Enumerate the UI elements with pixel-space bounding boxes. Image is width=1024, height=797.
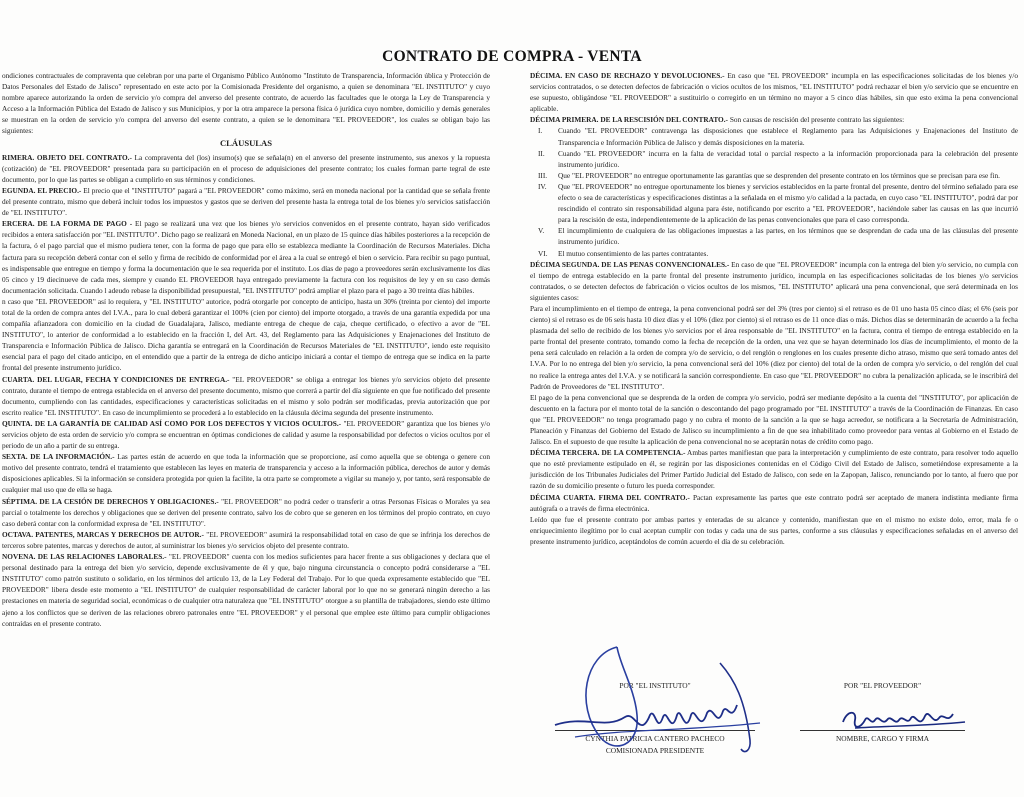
clause-heading: SÉPTIMA. DE LA CESIÓN DE DERECHOS Y OBLIGACIONES.- (2, 496, 219, 506)
rescision-item (530, 181, 1018, 225)
item-number: III. (538, 170, 548, 180)
item-number: II. (538, 148, 545, 158)
clause-decima (530, 70, 1018, 114)
item-text: Que "EL PROVEEDOR" no entregue oportunamente las garantías que se desprenden del presente contrato en los términos que se precisan para ese fin. (558, 170, 1000, 180)
clause-octava (2, 529, 490, 551)
clause-novena (2, 551, 490, 629)
clause-heading: NOVENA. DE LAS RELACIONES LABORALES.- (2, 552, 167, 562)
clause-anticipo (2, 296, 490, 374)
item-number: IV. (538, 181, 547, 191)
clause-heading: EGUNDA. EL PRECIO.- (2, 185, 82, 195)
handwritten-signature-proveedor (835, 700, 975, 740)
clausulas-heading: CLÁUSULAS (219, 137, 273, 148)
rescision-item (530, 125, 1018, 147)
clause-heading: CUARTA. DEL LUGAR, FECHA Y CONDICIONES DE ENTREGA.- (2, 374, 230, 384)
clause-decima-cuarta (530, 492, 1018, 514)
instituto-label: POR "EL INSTITUTO" (619, 681, 691, 690)
item-number: VI. (538, 248, 548, 258)
left-column (2, 70, 490, 629)
clause-quinta (2, 418, 490, 451)
item-text: Cuando "EL PROVEEDOR" contravenga las disposiciones que establece el Reglamento para las Adquisiciones y Enajenaciones del Instituto de Transparencia e Información Pública de Jalisco y demás disposiciones en la materia. (558, 126, 1018, 147)
clause-primera (2, 152, 490, 185)
pena-paragraph: Para el incumplimiento en el tiempo de entrega, la pena convencional podrá ser del 3% (tres por ciento) si el retraso es de 01 uno hasta 05 cinco días; el 6% (seis por ciento) si el retraso es de 06 seis hasta 10 diez días y el 10% (diez por ciento) si el retraso es de 11 once días o más. Dichos días se determinarán de acuerdo a la fecha plasmada del sello de recibido de los bienes y/o servicios por el área responsable de "EL INSTITUTO" en la factura, contra el tiempo de entrega establecido en la parte frontal del presente contrato, tomando como la fecha de recepción de la orden, una vez que se hayan determinado los días de incumplimiento, el monto de la pena será calculado en relación a la orden de compra y/o de servicio, o del renglón o renglones en los cuales presente dicho atraso, mismo que será tomado antes del I.V.A. Por lo no entrega del bien y/o servicio, la pena convencional será del 10% (diez por ciento) del total de la orden de compra y/o servicio, o del renglón del cual no realice la entrega antes del I.V.A. y se notificará la sanción correspondiente. En caso que "EL PROVEEDOR" no cubra la penalización aplicada, se le inscribirá del Padrón de Proveedores de "EL INSTITUTO". (530, 303, 1018, 391)
handwritten-signature-instituto (545, 645, 775, 760)
clause-heading: DÉCIMA SEGUNDA. DE LAS PENAS CONVENCIONALES.- (530, 259, 730, 269)
intro-paragraph: ondiciones contractuales de compraventa que celebran por una parte el Organismo Público Autónomo "Instituto de Transparencia, Información ública y Protección de Datos Personales del Estado de Jalisco" representado en este acto por la Comisionada Presidente del organismo, a quien se denominara "EL INSTITUTO" y cuyo nombre aparece autorizando la orden de servicio y/o compra del anverso del presente contrato, de acuerdo las facultades que le otorga la Ley de Transparencia y Acceso a la Información Pública del Estado de Jalisco y sus Municipios, y por la otra amparece la persona física ó jurídica cuyo nombre, domicilio y demás generales se muestran en la orden de servicio y/o compra del anverso del esente contrato, a quien se le denominara "EL PROVEEDOR", los cuales se obligan bajo las siguientes: (2, 71, 490, 136)
clause-septima (2, 496, 490, 529)
item-number: I. (538, 126, 543, 136)
clause-heading: DÉCIMA PRIMERA. DE LA RESCISIÓN DEL CONTRATO.- (530, 115, 728, 125)
item-text: Que "EL PROVEEDOR" no entregue oportunamente los bienes y servicios establecidos en la parte frontal del presente, dentro del término señalado para ese efecto o sea de características y especificaciones distintas a la señalada en el mismo y/o calidad a la pactada, en cuyo caso "EL INSTITUTO", podrá dar por rescindido el contrato sin responsabilidad alguna para éste, notificando por escrito a "EL PROVEEDOR", haciéndole saber las causas en las que incurrió para la rescisión de esta, independientemente de la aplicación de las penas convencionales que para el caso corresponda. (558, 181, 1018, 225)
rescision-item (530, 148, 1018, 170)
clause-text: El pago se realizará una vez que los bienes y/o servicios convenidos en el presente contrato, hayan sido verificados recibidos a entera satisfacción por "EL INSTITUTO". Dicho pago se realizará en Moneda Nacional, en un plazo de 15 quince días hábiles posteriores a la recepción de la factura, ó el pago parcial que el mismo pudiera tener, con la forma de pago que para ello se establezca mediante la Coordinación de Recursos Materiales. Dicha factura para su recepción deberá contar con el sello y firma de recibido de conformidad por el área a la cual se entregó el bien o servicio. Para recibir su pago puntual, es indispensable que entregue en tiempo y forma la documentación que le sea requerida por el instituto. Los días de pago a proveedores serán exclusivamente los días 05 cinco y 19 diecinueve de cada mes, siempre y cuando EL PROVEEDOR haya entregado previamente la factura con los requisitos de ley y en su caso demás documentación solicitada. Cuando l adeudo rebase la disponibilidad presupuestal, "EL INSTITUTO" podrá ampliar el plazo para el pago a 30 treinta días hábiles. (2, 219, 490, 295)
rescision-item (530, 225, 1018, 247)
right-column (530, 70, 1018, 547)
clause-text: Las partes están de acuerdo en que toda la información que se proporcione, así como aquella que se obtenga o genere con motivo del presente contrato, tendrá el tratamiento que establecen las leyes en materia de transparencia y acceso a la información pública, derechos de autor y demás disposiciones aplicables. Si la información se considera protegida por quien la facilite, la otra parte se compromete a vigilar su manejo y, por tanto, será responsable de cualquier mal uso que de ella se haga. (2, 452, 490, 495)
item-number: V. (538, 226, 545, 236)
clause-text: La compraventa del (los) insumo(s) que se señala(n) en el anverso del presente instrumento, sus anexos y la ropuesta (cotización) de "EL PROVEEDOR" presentada para su participación en el proceso de adquisiciones del presente contrato; los cuales forman parte tegral de este documento, por lo que las partes se obligan a cumplirlo en sus términos y condiciones. (2, 152, 490, 184)
clause-sexta (2, 451, 490, 495)
clause-text: "EL PROVEEDOR" no podrá ceder o transferir a otras Personas Físicas o Morales ya sea parcial o totalmente los derechos y obligaciones que se deriven del presente contrato, salvo los de cobro que se generen en los términos del propio contrato, en cuyo caso deberá contar con la conformidad expresa de "EL INSTITUTO". (2, 496, 490, 528)
rescision-item (530, 170, 1018, 181)
clause-heading: DÉCIMA CUARTA. FIRMA DEL CONTRATO.- (530, 492, 690, 502)
clause-decima-segunda (530, 259, 1018, 303)
clause-decima-primera (530, 114, 1018, 125)
clause-text: "EL PROVEEDOR" cuenta con los medios suficientes para hacer frente a sus obligaciones y declara que el personal destinado para la entrega del bien y/o servicio, depende exclusivamente de él y que, bajo ninguna circunstancia o concepto podrá considerarse a "EL INSTITUTO" como patrón sustituto o solidario, en los términos del artículo 13, de la Ley Federal del Trabajo. Por lo que queda expresamente establecido que "EL PROVEEDOR" libera desde este momento a "EL INSTITUTO" de cualquier responsabilidad de carácter laboral por lo que no se generará ningún derecho a las prestaciones en materia de seguridad social, económicas o de cualquier otra naturaleza que "EL INSTITUTO" otorgue a su plantilla de trabajadores, siendo este último ajeno a los conflictos que se deriven de las relaciones obrero patronales entre "EL PROVEEDOR" y el personal que emplee este último para cumplir obligaciones contraídas en el presente contrato. (2, 552, 491, 628)
closing-paragraph: Leído que fue el presente contrato por ambas partes y enteradas de su alcance y contenido, manifiestan que en el mismo no existe dolo, error, mala fe o enriquecimiento ilegítimo por lo cual aceptan cumplir con todas y cada una de sus partes, conforme a sus cláusulas y especificaciones señaladas en el anverso del presente instrumento jurídico, aceptándolos de común acuerdo el día de su celebración. (530, 514, 1018, 546)
clause-tercera (2, 218, 490, 296)
item-text: Cuando "EL PROVEEDOR" incurra en la falta de veracidad total o parcial respecto a la información proporcionada para la celebración del presente instrumento jurídico. (558, 148, 1018, 169)
instituto-name: CYNTHIA PATRICIA CANTERO PACHECO (585, 734, 725, 743)
clause-heading: QUINTA. DE LA GARANTÍA DE CALIDAD ASÍ COMO POR LOS DEFECTOS Y VICIOS OCULTOS.- (2, 418, 342, 428)
clause-heading: SEXTA. DE LA INFORMACIÓN.- (2, 452, 115, 462)
clause-text: Ambas partes manifiestan que para la interpretación y cumplimiento de este contrato, para resolver todo aquello que no esté previamente estipulado en él, se regirán por las disposiciones contenidas en el Código Civil del Estado de Jalisco, sometiéndose expresamente a la jurisdicción de los Tribunales Judiciales del Primer Partido Judicial del Estado de Jalisco, con sede en la Zapopan, Jalisco, renunciando por lo tanto, al fuero que por razón de su domicilio presente o futuro les pueda corresponder. (530, 448, 1018, 491)
clause-heading: OCTAVA. PATENTES, MARCAS Y DERECHOS DE AUTOR.- (2, 529, 204, 539)
item-text: El mutuo consentimiento de las partes contratantes. (558, 248, 709, 258)
pago-pena-paragraph: El pago de la pena convencional que se desprenda de la orden de compra y/o servicio, podrá ser mediante depósito a la cuenta del "INSTITUTO", por aplicación de descuento en la factura por el monto total de la sanción o descontando del pago programado por "EL INSTITUTO" a través de la Coordinación de Finanzas. En caso que "EL PROVEEDOR" no tenga programado pago y no cubra el monto de la sanción a la que se haga acreedor, se notificara a la Secretaría de Administración, Planeación y Finanzas del Gobierno del Estado de Jalisco su incumplimiento a fin de que sea inhabilitado como proveedor para ventas al Gobierno en el Estado de Jalisco. En el supuesto de que resulte la aplicación de pena convencional no se aceptarán notas de crédito como pago. (530, 392, 1018, 447)
clause-decima-tercera (530, 447, 1018, 491)
clause-text: "EL PROVEEDOR" se obliga a entregar los bienes y/o servicios objeto del presente contrato, durante el tiempo de entrega establecida en el anverso del presente documento, mismo que correrá a partir del día siguiente en que fue notificado del presente documento, cumpliendo con las cantidades, especificaciones y características solicitadas en el mismo y solo podrán ser modificadas, previa autorización que por escrito realice "EL INSTITUTO". En caso de incumplimiento se procederá a lo establecido en la cláusula décima segunda del presente instrumento. (2, 374, 490, 417)
instituto-role: COMISIONADA PRESIDENTE (605, 746, 705, 755)
clause-heading: DÉCIMA TERCERA. DE LA COMPETENCIA.- (530, 448, 686, 458)
item-text: El incumplimiento de cualquiera de las obligaciones impuestas a las partes, en los términos que se desprendan de cada una de las cláusulas del presente instrumento jurídico. (558, 226, 1018, 247)
clause-heading: RIMERA. OBJETO DEL CONTRATO.- (2, 152, 132, 162)
document-title: CONTRATO DE COMPRA - VENTA (382, 48, 642, 65)
clause-text: Son causas de rescisión del presente contrato las siguientes: (728, 115, 905, 125)
clause-text: En caso que "EL PROVEEDOR" incumpla en las especificaciones solicitadas de los bienes y/o servicios contratados, o se detecten defectos de fabricación o vicios ocultos de los mismos, "EL INSTITUTO" podrá rechazar el bien y/o servicio que se encuentre en ese supuesto, obligándose "EL PROVEEDOR" a sustituirlo o corregirlo en un término no mayor a 5 cinco días hábiles, sin que esto exima la pena convencional aplicable. (530, 71, 1018, 114)
proveedor-label: POR "EL PROVEEDOR" (843, 681, 922, 690)
clause-text: "EL PROVEEDOR" garantiza que los bienes y/o servicios objeto de esta orden de servicio y/o compra se encuentran en óptimas condiciones de calidad y asume la responsabilidad por defectos o vicios ocultos por el periodo de un año a partir de su entrega. (2, 418, 490, 451)
clause-text: En caso de que "EL PROVEEDOR" incumpla con la entrega del bien y/o servicio, no cumpla con el tiempo de entrega establecido en la parte frontal del presente instrumento jurídico, incumpla en las especificaciones solicitadas de los bienes y/o servicios contratados, o se detecten defectos de fabricación o vicios ocultos de los mismos, "EL INSTITUTO" aplicará una pena convencional, que será determinada en los siguientes casos: (530, 259, 1018, 302)
clause-text: "EL PROVEEDOR" asumirá la responsabilidad total en caso de que se infrinja los derechos de terceros sobre patentes, marcas y derechos de autor, al suministrar los bienes y/o servicios objeto del presente contrato. (2, 529, 490, 550)
clause-segunda (2, 185, 490, 218)
clause-heading: ERCERA. DE LA FORMA DE PAGO - (2, 219, 133, 229)
rescision-item (530, 248, 1018, 259)
proveedor-role: NOMBRE, CARGO Y FIRMA (835, 734, 930, 743)
clause-heading: DÉCIMA. EN CASO DE RECHAZO Y DEVOLUCIONES.- (530, 71, 725, 80)
clause-cuarta (2, 374, 490, 418)
clause-text: n caso que "EL PROVEEDOR" así lo requiera, y "EL INSTITUTO" autorice, podrá otorgarle por concepto de anticipo, hasta un 30% (treinta por ciento) del importe total de la orden de compra antes del I.V.A., para lo cual deberá garantizar el 100% (cien por ciento) del importe otorgado, a través de una garantía expedida por una compañía afianzadora con domicilio en la ciudad de Guadalajara, Jalisco, mediante entrega de cheque de caja, cheque certificado, o efectivo a avor de "EL INSTITUTO", lo anterior de conformidad a lo establecido en la fracción I, del Art. 43, del Reglamento para las Adquisiciones y Enajenaciones del Instituto de Transparencia e Información Pública de Jalisco. Dicha garantía se entregará en la Coordinación de Recursos Materiales de "EL INSTITUTO", iendo este requisito esencial para el pago del citado anticipo, en el entendido que a partir de la entrega de dicho anticipo iniciará a contar el tiempo de entrega que se indica en la parte frontal del presente instrumento jurídico. (2, 296, 490, 373)
clause-text: Pactan expresamente las partes que este contrato podrá ser aceptado de manera indistinta mediante firma autógrafa o a través de firma electrónica. (530, 492, 1019, 513)
clause-text: El precio que el "INSTITUTO" pagará a "EL PROVEEDOR" como máximo, será en moneda nacional por la cantidad que se señala frente del presente contrato, mismo que deberá incluir todos los impuestos y gastos que se deriven del presente hasta la entrega total de los bienes y/o servicios satisfacción de "EL INSTITUTO". (2, 185, 491, 218)
